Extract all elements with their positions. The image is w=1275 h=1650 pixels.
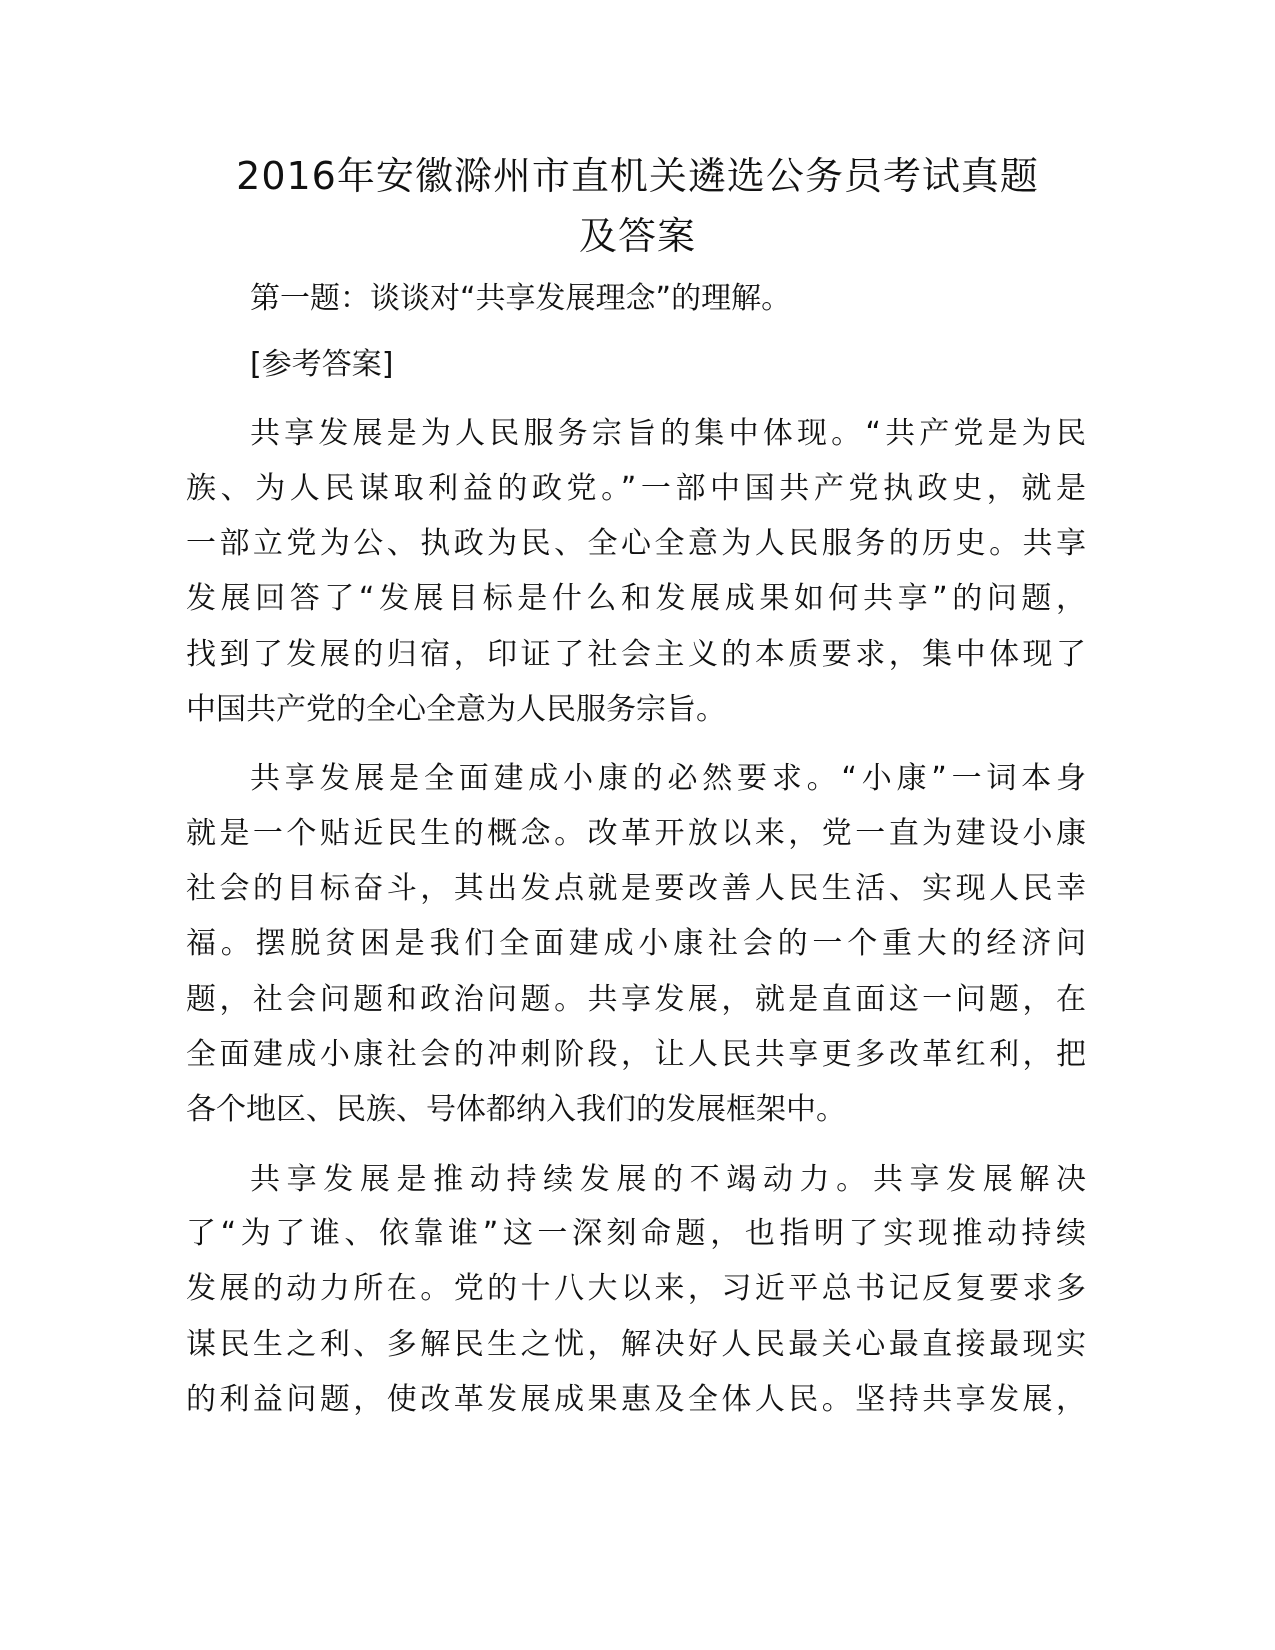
- paragraph-2-line: 福。摆脱贫困是我们全面建成小康社会的一个重大的经济问: [186, 926, 1086, 961]
- paragraph-2-line: 就是一个贴近民生的概念。改革开放以来，党一直为建设小康: [186, 816, 1086, 851]
- paragraph-2-line: 社会的目标奋斗，其出发点就是要改善人民生活、实现人民幸: [186, 871, 1086, 906]
- question-text: 第一题：谈谈对“共享发展理念”的理解。: [250, 281, 792, 316]
- paragraph-3-line: 了“为了谁、依靠谁”这一深刻命题，也指明了实现推动持续: [186, 1216, 1086, 1251]
- paragraph-2-line: 各个地区、民族、号体都纳入我们的发展框架中。: [186, 1092, 846, 1127]
- paragraph-1-line: 中国共产党的全心全意为人民服务宗旨。: [186, 692, 726, 727]
- paragraph-1-line: 共享发展是为人民服务宗旨的集中体现。“共产党是为民: [250, 416, 1086, 451]
- paragraph-2-line: 全面建成小康社会的冲刺阶段，让人民共享更多改革红利，把: [186, 1037, 1086, 1072]
- paragraph-3-line: 的利益问题，使改革发展成果惠及全体人民。坚持共享发展，: [186, 1382, 1086, 1417]
- paragraph-3-line: 共享发展是推动持续发展的不竭动力。共享发展解决: [250, 1162, 1086, 1197]
- document-title: [180, 146, 1095, 266]
- paragraph-1-line: 族、为人民谋取利益的政党。”一部中国共产党执政史，就是: [186, 471, 1086, 506]
- paragraph-3-line: 谋民生之利、多解民生之忧，解决好人民最关心最直接最现实: [186, 1327, 1086, 1362]
- paragraph-1-line: 找到了发展的归宿，印证了社会主义的本质要求，集中体现了: [186, 637, 1086, 672]
- paragraph-1-line: 一部立党为公、执政为民、全心全意为人民服务的历史。共享: [186, 526, 1086, 561]
- title-line-2: 及答案: [578, 214, 696, 258]
- paragraph-2-line: 共享发展是全面建成小康的必然要求。“小康”一词本身: [250, 761, 1086, 796]
- paragraph-1-line: 发展回答了“发展目标是什么和发展成果如何共享”的问题，: [186, 581, 1086, 616]
- title-line-1: 2016年安徽滁州市直机关遴选公务员考试真题: [236, 154, 1039, 198]
- answer-label: [参考答案]: [250, 347, 394, 382]
- paragraph-2-line: 题，社会问题和政治问题。共享发展，就是直面这一问题，在: [186, 982, 1086, 1017]
- paragraph-3-line: 发展的动力所在。党的十八大以来，习近平总书记反复要求多: [186, 1271, 1086, 1306]
